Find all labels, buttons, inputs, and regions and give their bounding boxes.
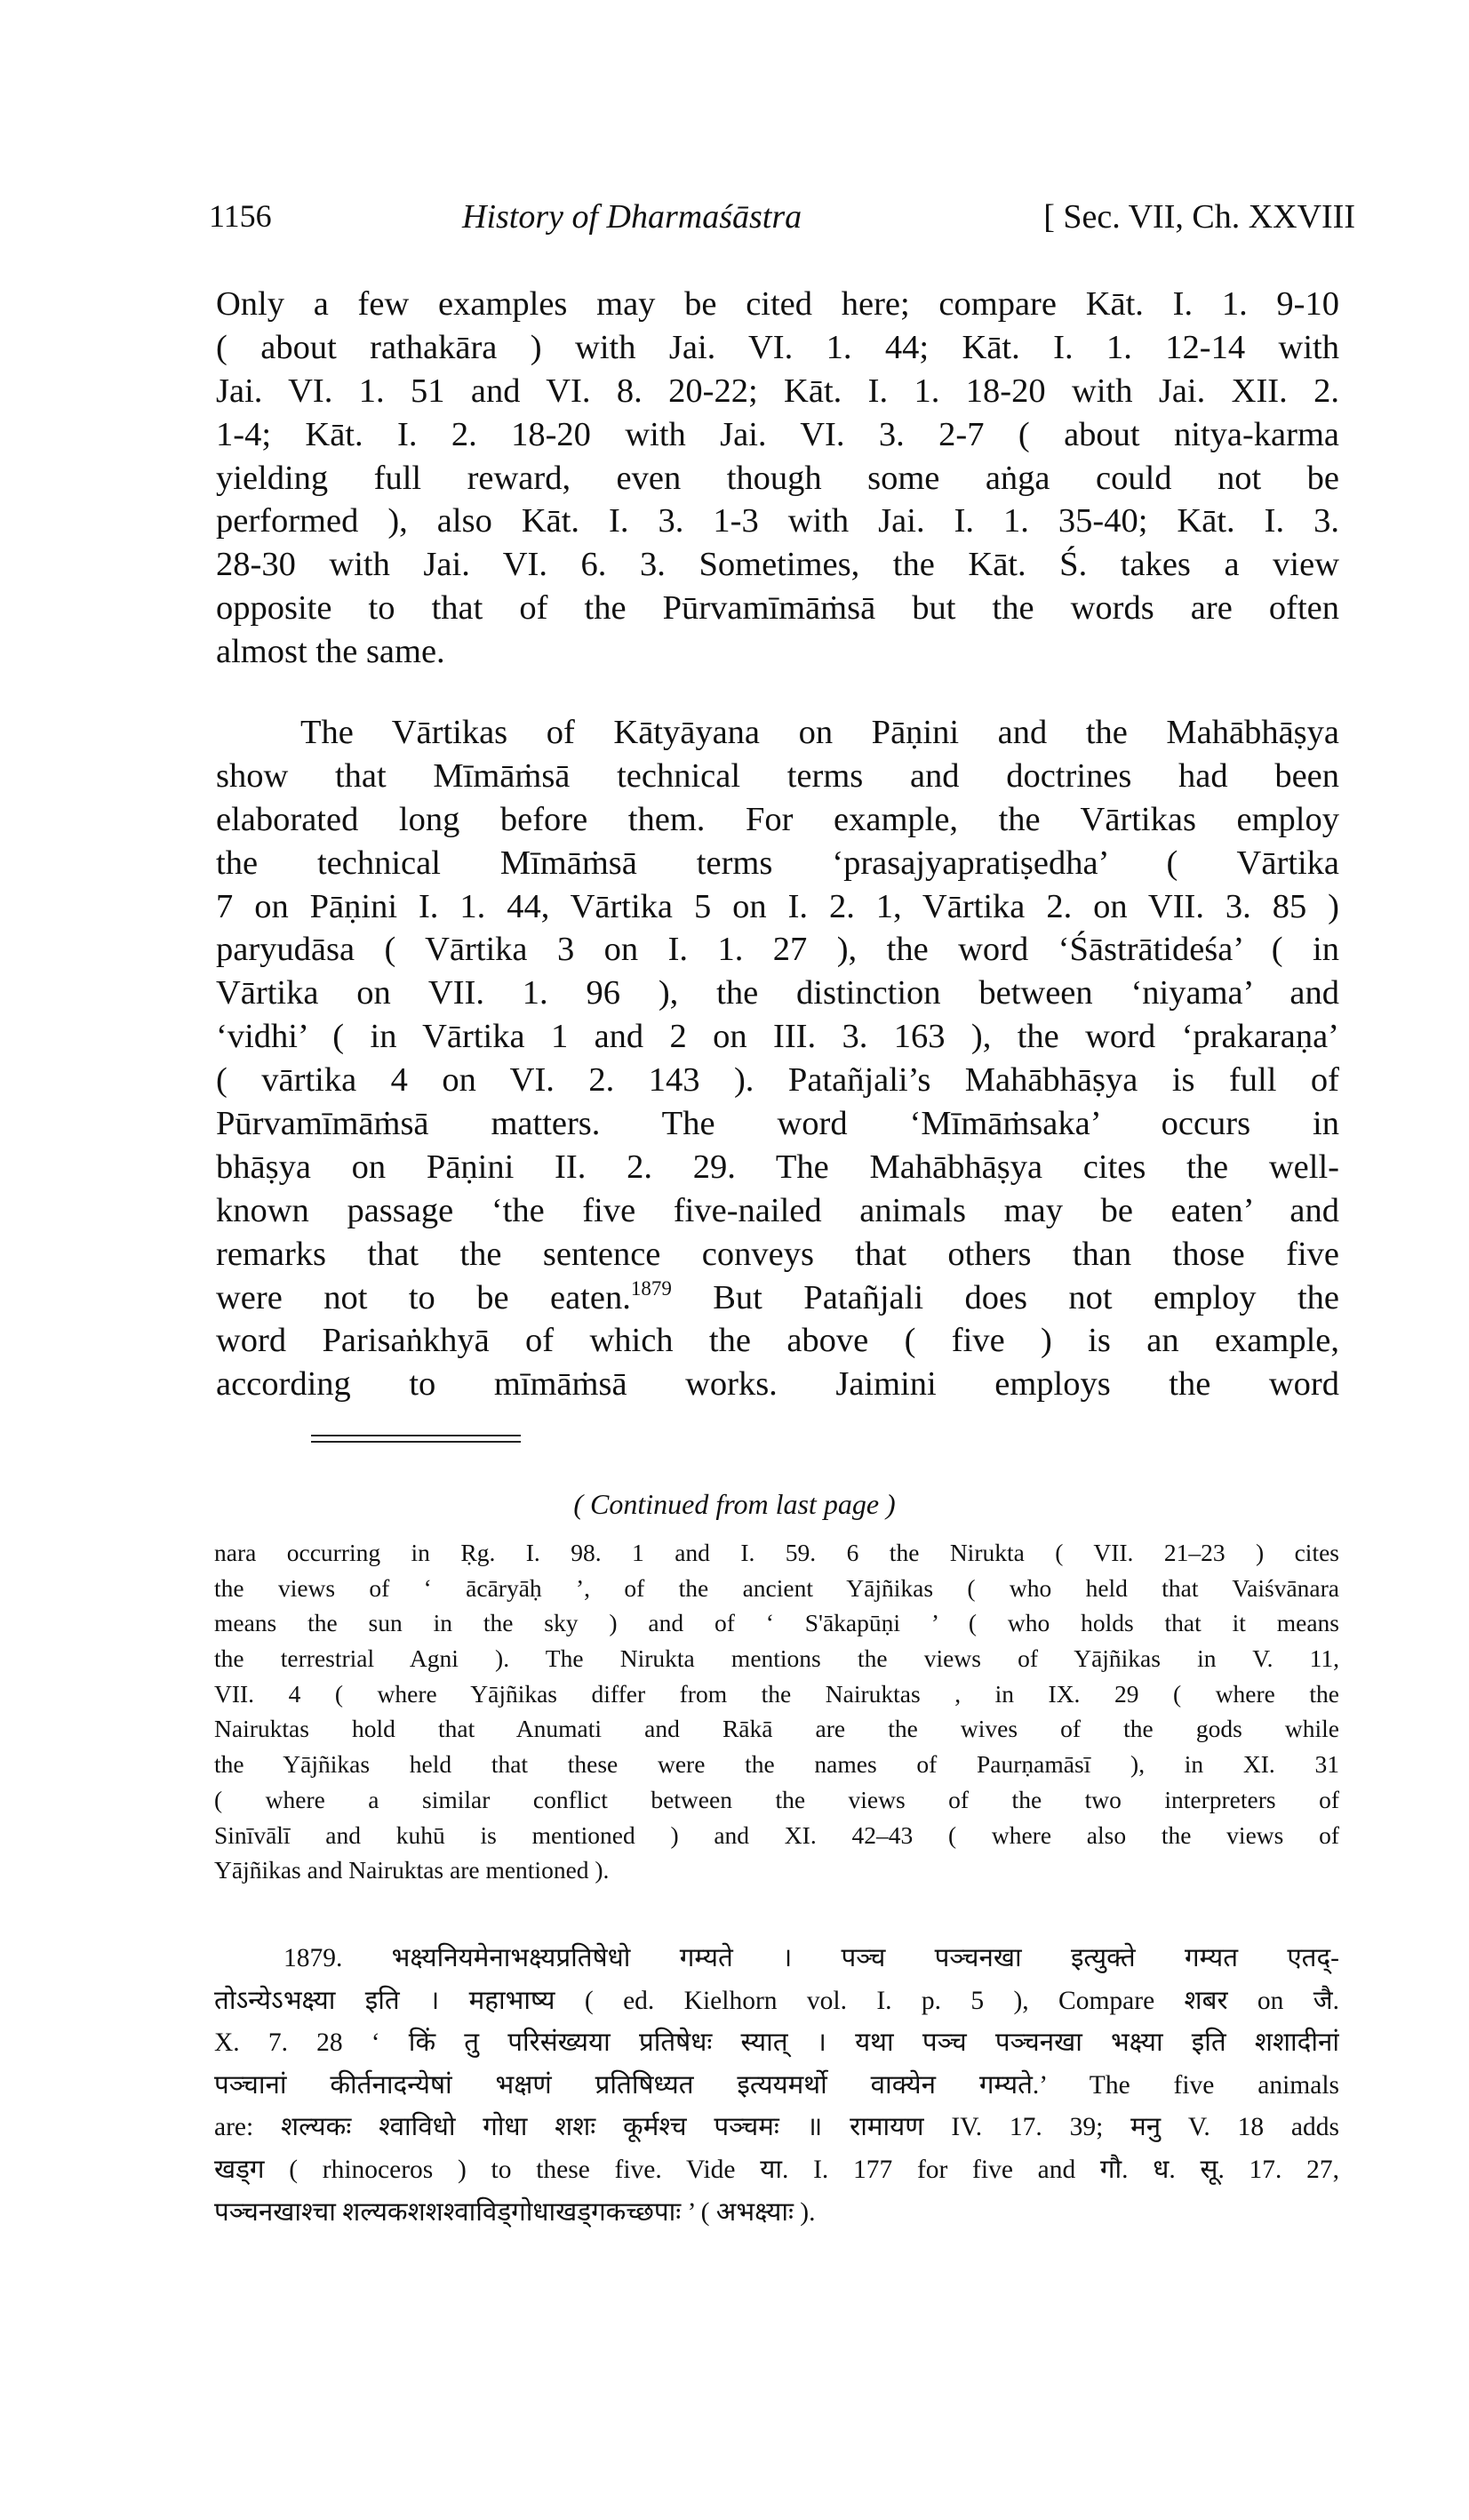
footnote-continued: [214, 1535, 1339, 1888]
text-line: known passage ‘the five five-nailed animals may be eaten’ and: [216, 1191, 1339, 1229]
page-number: 1156: [209, 198, 272, 234]
text-line: paryudāsa ( Vārtika 3 on I. 1. 27 ), the word ‘Śāstrātideśa’ ( in: [216, 931, 1339, 969]
text-line: Pūrvamīmāṁsā matters. The word ‘Mīmāṁsaka’ occurs in: [216, 1105, 1339, 1143]
text-line: word Parisaṅkhyā of which the above ( five ) is an example,: [216, 1322, 1339, 1360]
text-line: ‘vidhi’ ( in Vārtika 1 and 2 on III. 3. 163 ), the word ‘prakaraṇa’: [216, 1018, 1339, 1056]
footnote-line: the Yājñikas held that these were the names of Paurṇamāsī ), in XI. 31: [214, 1750, 1339, 1779]
text-line: yielding full reward, even though some aṅga could not be: [216, 459, 1339, 497]
text-line: elaborated long before them. For example, the Vārtikas employ: [216, 800, 1339, 838]
text-line: 7 on Pāṇini I. 1. 44, Vārtika 5 on I. 2. 1, Vārtika 2. on VII. 3. 85 ): [216, 887, 1339, 925]
footnote-separator: [311, 1435, 521, 1447]
text-line: remarks that the sentence conveys that others than those five: [216, 1235, 1339, 1273]
running-title: History of Dharmaśāstra: [462, 198, 802, 236]
footnote-line: ( where a similar conflict between the views of the two interpreters of: [214, 1785, 1339, 1813]
footnote-line: the views of ‘ ācāryāḥ ’, of the ancient Yājñikas ( who held that Vaiśvānara: [214, 1573, 1339, 1602]
footnote-line: VII. 4 ( where Yājñikas differ from the Nairuktas , in IX. 29 ( where the: [214, 1679, 1339, 1708]
footnote-line: Nairuktas hold that Anumati and Rākā are the wives of the gods while: [214, 1715, 1339, 1743]
text-line: show that Mīmāṁsā technical terms and doctrines had been: [216, 756, 1339, 795]
running-section: [ Sec. VII, Ch. XXVIII: [1043, 198, 1355, 236]
text-line: Vārtika on VII. 1. 96 ), the distinction between ‘niyama’ and: [216, 974, 1339, 1012]
footnote-line: the terrestrial Agni ). The Nirukta mentions the views of Yājñikas in V. 11,: [214, 1644, 1339, 1673]
text-line: opposite to that of the Pūrvamīmāṁsā but the words are often: [216, 589, 1339, 628]
text-line: The Vārtikas of Kātyāyana on Pāṇini and the Mahābhāṣya: [300, 714, 1339, 752]
footnote-line: पञ्चानां कीर्तनादन्येषां भक्षणं प्रतिषिध्यत इत्ययमर्थो वाक्येन गम्यते.’ The five animals: [214, 2070, 1339, 2100]
text-segment: were not to be eaten.: [216, 1278, 631, 1316]
text-line: ( vārtika 4 on VI. 2. 143 ). Patañjali’s Mahābhāṣya is full of: [216, 1061, 1339, 1100]
text-segment: But Patañjali does not employ the: [671, 1278, 1339, 1316]
text-line-with-footnote-ref: [216, 1276, 1339, 1320]
footnote-1879: [214, 1938, 1339, 2234]
footnote-line: Sinīvālī and kuhū is mentioned ) and XI. 42–43 ( where also the views of: [214, 1820, 1339, 1849]
paragraph-1: [216, 283, 1339, 674]
footnote-line: X. 7. 28 ‘ किं तु परिसंख्यया प्रतिषेधः स्यात् । यथा पञ्च पञ्चनखा भक्ष्या इति शशादीनां: [214, 2028, 1339, 2058]
footnote-reference[interactable]: 1879: [630, 1276, 672, 1300]
footnote-line: are: शल्यकः श्वाविधो गोधा शशः कूर्मश्च पञ्चमः ॥ रामायण IV. 17. 39; मनु V. 18 adds: [214, 2113, 1339, 2142]
paragraph-2: [216, 711, 1339, 1406]
footnote-line: means the sun in the sky ) and of ‘ S'ākapūṇi ’ ( who holds that it means: [214, 1609, 1339, 1637]
text-line: according to mīmāṁsā works. Jaimini employs the word: [216, 1365, 1339, 1404]
text-line: the technical Mīmāṁsā terms ‘prasajyapratiṣedha’ ( Vārtika: [216, 844, 1339, 882]
footnote-line: nara occurring in Ṛg. I. 98. 1 and I. 59. 6 the Nirukta ( VII. 21–23 ) cites: [214, 1539, 1339, 1566]
text-line: ( about rathakāra ) with Jai. VI. 1. 44; Kāt. I. 1. 12-14 with: [216, 328, 1339, 366]
text-line: almost the same.: [216, 633, 445, 671]
text-line: performed ), also Kāt. I. 3. 1-3 with Jai. I. 1. 35-40; Kāt. I. 3.: [216, 502, 1339, 540]
text-line: bhāṣya on Pāṇini II. 2. 29. The Mahābhāṣya cites the well-: [216, 1148, 1339, 1186]
text-line: Only a few examples may be cited here; compare Kāt. I. 1. 9-10: [216, 285, 1339, 323]
footnote-line: खड्ग ( rhinoceros ) to these five. Vide या. I. 177 for five and गौ. ध. सू. 17. 27,: [214, 2155, 1339, 2184]
text-line: Jai. VI. 1. 51 and VI. 8. 20-22; Kāt. I. 1. 18-20 with Jai. XII. 2.: [216, 372, 1339, 410]
page-header: [209, 197, 1355, 247]
footnote-line: 1879. भक्ष्यनियमेनाभक्ष्यप्रतिषेधो गम्यते । पञ्च पञ्चनखा इत्युक्ते गम्यत एतद्-: [283, 1944, 1339, 1972]
footnote-line: Yājñikas and Nairuktas are mentioned ).: [214, 1856, 610, 1884]
text-line: 1-4; Kāt. I. 2. 18-20 with Jai. VI. 3. 2-7 ( about nitya-karma: [216, 415, 1339, 453]
main-text: [216, 283, 1339, 1406]
footnote-line: तोऽन्येऽभक्ष्या इति । महाभाष्य ( ed. Kielhorn vol. I. p. 5 ), Compare शबर on जै.: [214, 1986, 1339, 2015]
text-line: 28-30 with Jai. VI. 6. 3. Sometimes, the Kāt. Ś. takes a view: [216, 546, 1339, 584]
footnote-continued-label: ( Continued from last page ): [573, 1488, 896, 1520]
footnote-line: पञ्चनखाश्चा शल्यकशशश्वाविड्गोधाखड्गकच्छपाः ’ ( अभक्ष्याः ).: [214, 2197, 816, 2227]
